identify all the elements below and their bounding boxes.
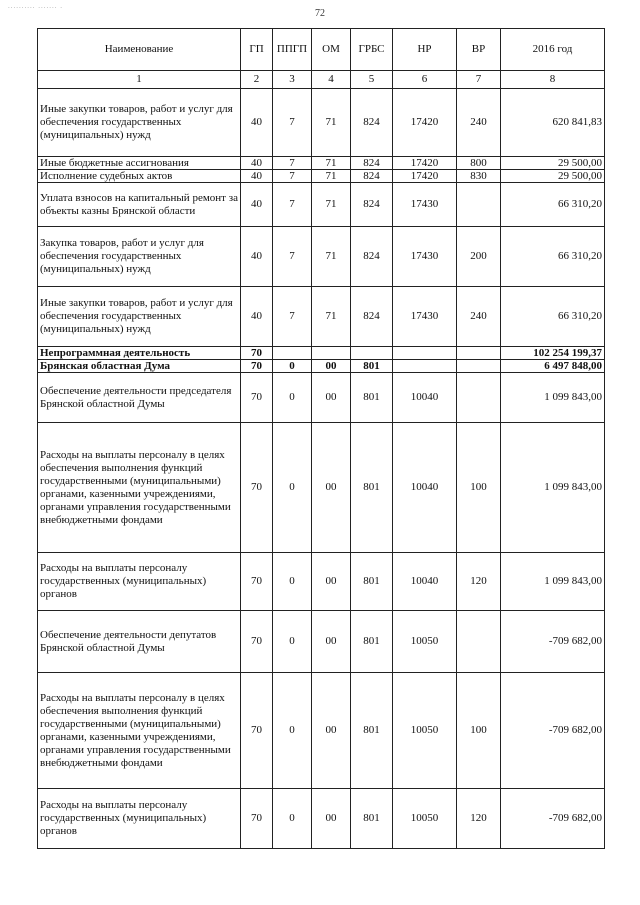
row-nr: 17420 — [393, 157, 457, 170]
row-vr: 800 — [457, 157, 501, 170]
row-om — [312, 347, 351, 360]
row-grbs: 824 — [351, 227, 393, 287]
row-nr: 17420 — [393, 89, 457, 157]
row-grbs: 824 — [351, 170, 393, 183]
row-amount: 6 497 848,00 — [501, 360, 605, 373]
row-amount: -709 682,00 — [501, 789, 605, 849]
row-grbs: 801 — [351, 673, 393, 789]
row-amount: 1 099 843,00 — [501, 423, 605, 553]
row-ppgp: 7 — [273, 157, 312, 170]
index-cell: 8 — [501, 71, 605, 89]
row-gp: 40 — [241, 227, 273, 287]
row-name: Обеспечение деятельности депутатов Брянской областной Думы — [38, 611, 241, 673]
row-nr: 17430 — [393, 287, 457, 347]
row-ppgp: 0 — [273, 673, 312, 789]
row-vr: 100 — [457, 423, 501, 553]
row-ppgp: 0 — [273, 789, 312, 849]
row-amount: 66 310,20 — [501, 287, 605, 347]
row-grbs: 824 — [351, 287, 393, 347]
row-nr — [393, 360, 457, 373]
row-name: Иные бюджетные ассигнования — [38, 157, 241, 170]
row-grbs: 801 — [351, 423, 393, 553]
index-cell: 7 — [457, 71, 501, 89]
row-nr: 10050 — [393, 673, 457, 789]
table-row — [38, 611, 605, 673]
row-nr: 17430 — [393, 183, 457, 227]
row-amount: -709 682,00 — [501, 611, 605, 673]
row-ppgp: 7 — [273, 287, 312, 347]
table-row — [38, 157, 605, 170]
row-name: Расходы на выплаты персоналу государственных (муниципальных) органов — [38, 553, 241, 611]
table-row — [38, 183, 605, 227]
row-vr — [457, 183, 501, 227]
row-grbs: 801 — [351, 611, 393, 673]
row-ppgp: 0 — [273, 360, 312, 373]
row-om: 71 — [312, 287, 351, 347]
row-grbs: 824 — [351, 183, 393, 227]
row-nr: 10040 — [393, 423, 457, 553]
row-name: Иные закупки товаров, работ и услуг для обеспечения государственных (муниципальных) нужд — [38, 89, 241, 157]
row-gp: 70 — [241, 611, 273, 673]
header-om: ОМ — [312, 29, 351, 71]
row-ppgp: 0 — [273, 553, 312, 611]
row-nr — [393, 347, 457, 360]
table-row — [38, 673, 605, 789]
table-row — [38, 789, 605, 849]
index-cell: 3 — [273, 71, 312, 89]
row-vr: 830 — [457, 170, 501, 183]
row-nr: 10040 — [393, 553, 457, 611]
row-om: 00 — [312, 611, 351, 673]
table-row — [38, 373, 605, 423]
row-name: Исполнение судебных актов — [38, 170, 241, 183]
table-row — [38, 227, 605, 287]
index-cell: 1 — [38, 71, 241, 89]
row-om: 00 — [312, 673, 351, 789]
header-ppgp: ППГП — [273, 29, 312, 71]
row-gp: 70 — [241, 789, 273, 849]
index-cell: 5 — [351, 71, 393, 89]
row-grbs: 801 — [351, 553, 393, 611]
row-amount: -709 682,00 — [501, 673, 605, 789]
row-grbs: 801 — [351, 360, 393, 373]
row-vr: 120 — [457, 553, 501, 611]
row-vr: 200 — [457, 227, 501, 287]
table-row — [38, 287, 605, 347]
header-nr: НР — [393, 29, 457, 71]
row-grbs: 824 — [351, 157, 393, 170]
row-name: Брянская областная Дума — [38, 360, 241, 373]
row-gp: 40 — [241, 183, 273, 227]
header-gp: ГП — [241, 29, 273, 71]
scan-header-mark: .......... ....... . — [8, 2, 63, 10]
row-om: 00 — [312, 423, 351, 553]
row-amount: 1 099 843,00 — [501, 553, 605, 611]
row-om: 71 — [312, 89, 351, 157]
row-ppgp: 7 — [273, 227, 312, 287]
row-vr: 240 — [457, 287, 501, 347]
row-ppgp: 0 — [273, 423, 312, 553]
row-gp: 40 — [241, 170, 273, 183]
row-grbs: 801 — [351, 789, 393, 849]
row-gp: 70 — [241, 423, 273, 553]
table-row — [38, 170, 605, 183]
index-cell: 2 — [241, 71, 273, 89]
row-ppgp: 0 — [273, 373, 312, 423]
row-name: Закупка товаров, работ и услуг для обеспечения государственных (муниципальных) нужд — [38, 227, 241, 287]
row-name: Расходы на выплаты персоналу в целях обеспечения выполнения функций государственными (муниципальными) органами, казенными учреждениями, органами управления государственными внебюджетными фондами — [38, 423, 241, 553]
row-grbs: 801 — [351, 373, 393, 423]
header-vr: ВР — [457, 29, 501, 71]
row-om: 00 — [312, 360, 351, 373]
table-row — [38, 347, 605, 360]
row-grbs: 824 — [351, 89, 393, 157]
row-name: Уплата взносов на капитальный ремонт за объекты казны Брянской области — [38, 183, 241, 227]
row-amount: 1 099 843,00 — [501, 373, 605, 423]
row-gp: 40 — [241, 157, 273, 170]
row-name: Обеспечение деятельности председателя Брянской областной Думы — [38, 373, 241, 423]
row-name: Расходы на выплаты персоналу в целях обеспечения выполнения функций государственными (муниципальными) органами, казенными учреждениями, органами управления государственными внебюджетными фондами — [38, 673, 241, 789]
row-om: 00 — [312, 373, 351, 423]
row-vr — [457, 611, 501, 673]
row-ppgp: 7 — [273, 89, 312, 157]
header-grbs: ГРБС — [351, 29, 393, 71]
row-amount: 66 310,20 — [501, 227, 605, 287]
row-vr: 120 — [457, 789, 501, 849]
row-gp: 70 — [241, 553, 273, 611]
budget-table — [37, 28, 605, 849]
row-amount: 29 500,00 — [501, 157, 605, 170]
table-row — [38, 360, 605, 373]
header-year: 2016 год — [501, 29, 605, 71]
row-om: 71 — [312, 170, 351, 183]
row-gp: 40 — [241, 287, 273, 347]
row-ppgp — [273, 347, 312, 360]
row-nr: 10040 — [393, 373, 457, 423]
row-vr — [457, 347, 501, 360]
header-name: Наименование — [38, 29, 241, 71]
row-om: 71 — [312, 183, 351, 227]
row-gp: 70 — [241, 673, 273, 789]
index-row — [38, 71, 605, 89]
row-om: 00 — [312, 553, 351, 611]
row-amount: 102 254 199,37 — [501, 347, 605, 360]
table-row — [38, 423, 605, 553]
row-gp: 40 — [241, 89, 273, 157]
row-amount: 66 310,20 — [501, 183, 605, 227]
row-grbs — [351, 347, 393, 360]
row-name: Непрограммная деятельность — [38, 347, 241, 360]
index-cell: 6 — [393, 71, 457, 89]
row-vr: 240 — [457, 89, 501, 157]
index-cell: 4 — [312, 71, 351, 89]
row-name: Расходы на выплаты персоналу государственных (муниципальных) органов — [38, 789, 241, 849]
row-nr: 17420 — [393, 170, 457, 183]
row-ppgp: 0 — [273, 611, 312, 673]
row-gp: 70 — [241, 360, 273, 373]
row-name: Иные закупки товаров, работ и услуг для обеспечения государственных (муниципальных) нужд — [38, 287, 241, 347]
row-nr: 10050 — [393, 789, 457, 849]
row-vr — [457, 360, 501, 373]
table-row — [38, 553, 605, 611]
row-amount: 29 500,00 — [501, 170, 605, 183]
page-number: 72 — [315, 8, 325, 19]
table-row — [38, 89, 605, 157]
row-vr: 100 — [457, 673, 501, 789]
row-om: 71 — [312, 227, 351, 287]
row-om: 00 — [312, 789, 351, 849]
row-om: 71 — [312, 157, 351, 170]
row-nr: 10050 — [393, 611, 457, 673]
row-gp: 70 — [241, 347, 273, 360]
row-gp: 70 — [241, 373, 273, 423]
row-ppgp: 7 — [273, 170, 312, 183]
row-amount: 620 841,83 — [501, 89, 605, 157]
row-nr: 17430 — [393, 227, 457, 287]
row-vr — [457, 373, 501, 423]
row-ppgp: 7 — [273, 183, 312, 227]
header-row — [38, 29, 605, 71]
